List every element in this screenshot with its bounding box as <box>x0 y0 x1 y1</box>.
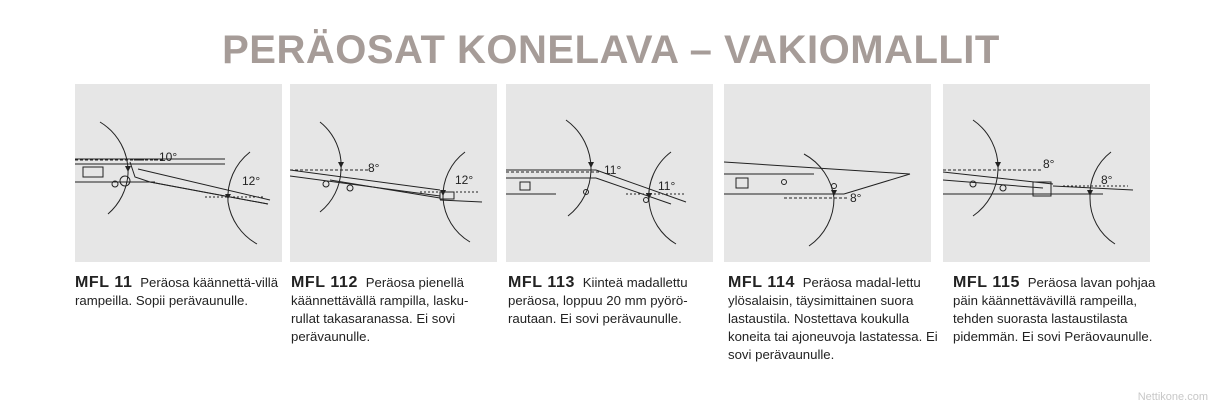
diagram-mfl-11 <box>75 84 282 262</box>
diagram-mfl-115 <box>943 84 1150 262</box>
angle-label: 10° <box>159 150 178 164</box>
model-text: Peräosa käännettä-villä rampeilla. Sopii perävaunulle. <box>75 275 279 308</box>
angle-label: 8° <box>1043 157 1055 171</box>
angle-label: 8° <box>368 161 380 175</box>
model-text: Peräosa lavan pohjaa päin käännettävävillä rampeilla, tehden suorasta lastaustilasta pidemmän. Ei sovi Peräovaunulle. <box>953 275 1156 344</box>
model-text: Kiinteä madallettu peräosa, loppuu 20 mm pyörö-rautaan. Ei sovi perävaunulle. <box>508 275 688 326</box>
model-code: MFL 11 <box>75 274 133 291</box>
model-description <box>75 274 285 310</box>
angle-label: 12° <box>242 174 261 188</box>
model-description <box>291 274 496 346</box>
diagram-mfl-114 <box>724 84 931 262</box>
diagram-mfl-113 <box>506 84 713 262</box>
model-text: Peräosa madal-lettu ylösalaisin, täysimittainen suora lastaustila. Nostettava koukulla koneita tai ajoneuvoja lastatessa. Ei sovi perävaunulle. <box>728 275 938 362</box>
diagram-mfl-112 <box>290 84 497 262</box>
model-code: MFL 114 <box>728 274 796 291</box>
model-description <box>508 274 718 328</box>
watermark: Nettikone.com <box>1137 391 1208 403</box>
model-description <box>953 274 1158 346</box>
angle-label: 8° <box>1101 173 1113 187</box>
model-code: MFL 115 <box>953 274 1021 291</box>
angle-label: 11° <box>658 179 676 193</box>
model-description <box>728 274 940 364</box>
angle-label: 11° <box>604 163 622 177</box>
model-code: MFL 113 <box>508 274 576 291</box>
model-text: Peräosa pienellä käännettävällä rampilla, lasku-rullat takasaranassa. Ei sovi perävaunulle. <box>291 275 469 344</box>
page-title: PERÄOSAT KONELAVA – VAKIOMALLIT <box>222 28 1000 72</box>
angle-label: 8° <box>850 191 862 205</box>
angle-label: 12° <box>455 173 474 187</box>
model-code: MFL 112 <box>291 274 359 291</box>
